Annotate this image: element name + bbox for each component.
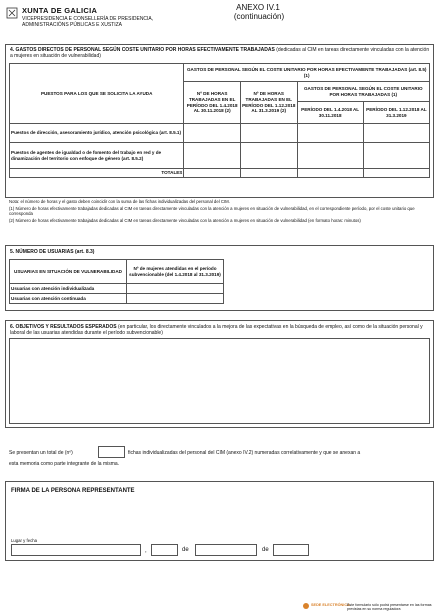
- fichas-count-input[interactable]: [98, 446, 125, 458]
- input-cell[interactable]: [240, 143, 297, 169]
- note-1: (1) Número de horas efectivamente trabajadas dedicadas al CIM en tareas directamente vinculadas con la atención a mujeres en situación de vulnerabilidad, en el correspondiente período, por el coste unitario que corresponda: [9, 205, 415, 216]
- section-4-title: 4. GASTOS DIRECTOS DE PERSONAL SEGÚN COSTE UNITARIO POR HORAS EFECTIVAMENTE TRABAJADAS (dedicadas al CIM en tareas directamente vinculadas con la atención a mujeres en situación de vulnerabilidad): [10, 47, 430, 59]
- input-cell[interactable]: [240, 124, 297, 143]
- row-label: Usuarias con atención continuada: [10, 294, 127, 304]
- sede-electronica-icon: [303, 603, 309, 609]
- input-cell[interactable]: [297, 169, 363, 178]
- row-label: Puestos de agentes de igualdad o de fomento del trabajo en red y de dinamización del territorio con enfoque de género (art. 8.5.2): [10, 143, 184, 169]
- table-row: [10, 284, 224, 294]
- col-header-period-2: PERÍODO DEL 1.12.2018 AL 31.3.2019: [363, 102, 429, 124]
- input-cell[interactable]: [363, 143, 429, 169]
- dept-line-1: VICEPRESIDENCIA E CONSELLERÍA DE PRESIDENCIA,: [22, 16, 154, 22]
- input-cell[interactable]: [184, 124, 241, 143]
- sub-group-header: GASTOS DE PERSONAL SEGÚN EL COSTE UNITARIO POR HORAS TRABAJADAS (1): [297, 82, 429, 102]
- row-label: Puestos de dirección, asesoramiento jurídico, atención psicológica (art. 8.5.1): [10, 124, 184, 143]
- input-cell[interactable]: [363, 169, 429, 178]
- section-6-box: [5, 320, 434, 428]
- org-name: XUNTA DE GALICIA: [22, 6, 98, 15]
- section-5-box: [5, 245, 434, 311]
- year-input[interactable]: [273, 544, 309, 556]
- col-header-puestos: PUESTOS PARA LOS QUE SE SOLICITA LA AYUDA: [10, 64, 184, 124]
- input-cell[interactable]: [297, 143, 363, 169]
- section-4-box: [5, 44, 434, 198]
- note-2: (2) Número de horas efectivamente trabajadas dedicadas al CIM en tareas directamente vinculadas con la atención a mujeres en situación de vulnerabilidad (en formato horas: minutos): [9, 217, 361, 223]
- objectives-textarea[interactable]: [9, 338, 430, 424]
- de-separator-2: de: [262, 547, 269, 553]
- group-header: GASTOS DE PERSONAL SEGÚN EL COSTE UNITARIO POR HORAS EFECTIVAMENTE TRABAJADAS (art. 8.5) (1): [184, 64, 430, 82]
- month-input[interactable]: [195, 544, 257, 556]
- table-row: [10, 294, 224, 304]
- section-4-notes-list: [9, 199, 432, 223]
- section-4-table: [9, 63, 430, 178]
- input-cell[interactable]: [127, 294, 224, 304]
- col-header-period-1: PERÍODO DEL 1.4.2018 AL 30.11.2018: [297, 102, 363, 124]
- row-label: Usuarias con atención individualizada: [10, 284, 127, 294]
- day-input[interactable]: [151, 544, 178, 556]
- totals-label: TOTALES: [10, 169, 184, 178]
- xunta-logo-icon: [6, 6, 18, 18]
- place-date-label: Lugar y fecha: [11, 538, 38, 543]
- section-5-table: [9, 259, 224, 304]
- input-cell[interactable]: [184, 143, 241, 169]
- footer-text: Este formulario sólo podrá presentarse en las formas previstas en su norma reguladora: [347, 603, 432, 612]
- de-separator-1: de: [182, 547, 189, 553]
- annex-title: ANEXO IV.1: [236, 3, 280, 12]
- table-row: [10, 143, 430, 169]
- footer-badge: SEDE ELECTRÓNICA: [311, 603, 350, 607]
- statement-part-3: esta memoria como parte integrante de la misma.: [9, 461, 120, 467]
- input-cell[interactable]: [240, 169, 297, 178]
- statement-part-2: fichas individualizadas del personal del CIM (anexo IV.2) numeradas correlativamente y que se anexan a: [128, 450, 361, 456]
- input-cell[interactable]: [127, 284, 224, 294]
- signature-box: [5, 481, 434, 561]
- statement-part-1: Se presentan un total de (nº): [9, 450, 73, 456]
- dept-line-2: ADMINISTRACIÓNS PÚBLICAS E XUSTIZA: [22, 22, 123, 28]
- annex-subtitle: (continuación): [233, 12, 285, 21]
- col-header-count: Nº de mujeres atendidas en el período subvencionable (del 1.4.2018 al 31.3.2019): [127, 260, 224, 284]
- section-5-title: 5. NÚMERO DE USUARIAS (art. 8.3): [10, 249, 95, 255]
- input-cell[interactable]: [297, 124, 363, 143]
- input-cell[interactable]: [184, 169, 241, 178]
- comma-separator: ,: [145, 548, 147, 554]
- signature-title: FIRMA DE LA PERSONA REPRESENTANTE: [11, 488, 135, 494]
- place-input[interactable]: [11, 544, 141, 556]
- col-header-hours-1: Nº DE HORAS TRABAJADAS EN EL PERÍODO DEL 1.4.2018 AL 30.11.2018 (2): [184, 82, 241, 124]
- col-header-situation: USUARIAS EN SITUACIÓN DE VULNERABILIDAD: [10, 260, 127, 284]
- col-header-hours-2: Nº DE HORAS TRABAJADAS EN EL PERÍODO DEL 1.12.2018 AL 31.3.2019 (2): [240, 82, 297, 124]
- note-main: Nota: el número de horas y el gasto deben coincidir con la suma de las fichas individualizadas del personal del CIM.: [9, 199, 230, 204]
- table-row: [10, 124, 430, 143]
- section-6-title: 6. OBJETIVOS Y RESULTADOS ESPERADOS (en particular, los directamente vinculados a la mejora de las expectativas en la búsqueda de empleo, así como de la situación personal y laboral de las usuarias atendidas durante el período subvencionable): [10, 324, 423, 336]
- totals-row: [10, 169, 430, 178]
- input-cell[interactable]: [363, 124, 429, 143]
